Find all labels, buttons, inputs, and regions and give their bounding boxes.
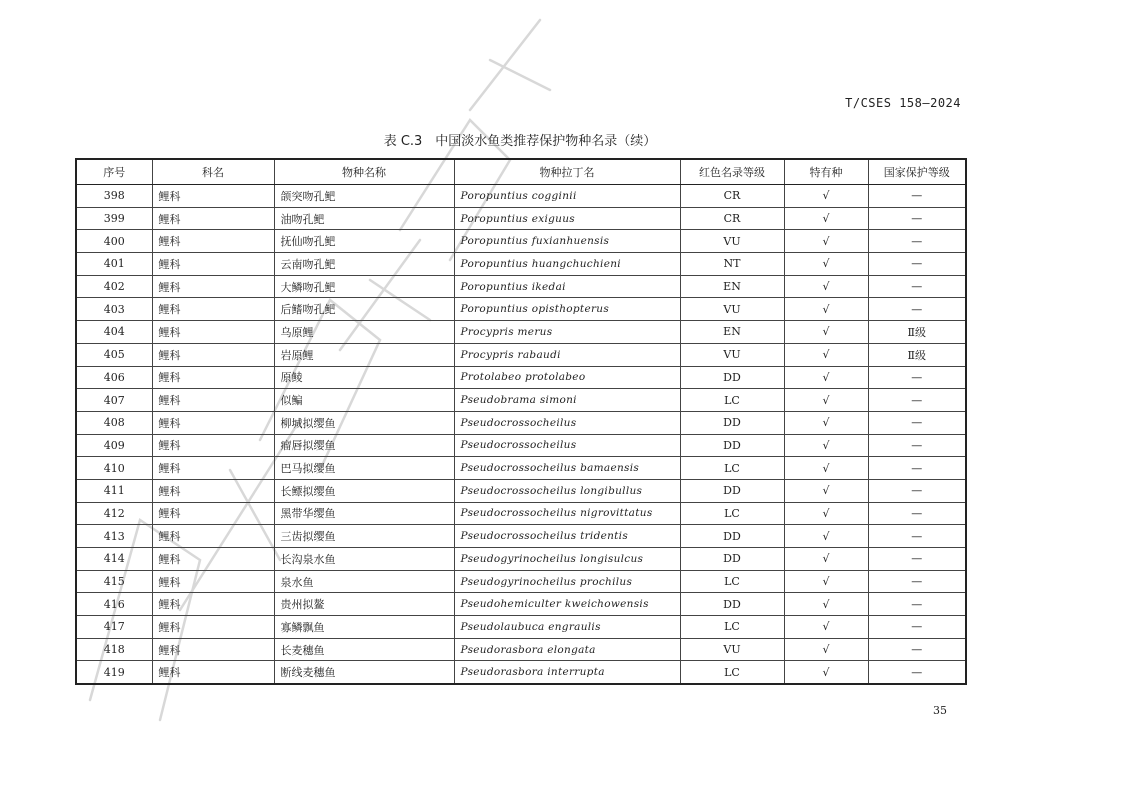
- redlist-cell: EN: [680, 275, 784, 298]
- family-cell: 鲤科: [152, 321, 274, 344]
- redlist-cell: VU: [680, 638, 784, 661]
- family-cell: 鲤科: [152, 207, 274, 230]
- species-name-cell: 贵州拟鳌: [274, 593, 454, 616]
- species-name-cell: 长沟泉水鱼: [274, 548, 454, 571]
- table-row: [76, 298, 966, 321]
- redlist-cell: DD: [680, 411, 784, 434]
- family-cell: 鲤科: [152, 525, 274, 548]
- redlist-cell: DD: [680, 548, 784, 571]
- species-name-cell: 长鳔拟缨鱼: [274, 479, 454, 502]
- endemic-cell: √: [784, 411, 868, 434]
- latin-name-cell: Pseudocrossocheilus nigrovittatus: [454, 502, 680, 525]
- table-row: [76, 253, 966, 276]
- protection-cell: —: [868, 275, 966, 298]
- protection-cell: —: [868, 479, 966, 502]
- species-name-cell: 抚仙吻孔鲃: [274, 230, 454, 253]
- index-cell: 415: [76, 570, 152, 593]
- latin-name-cell: Pseudogyrinocheilus prochilus: [454, 570, 680, 593]
- latin-name-cell: Pseudocrossocheilus: [454, 411, 680, 434]
- endemic-cell: √: [784, 207, 868, 230]
- table-row: [76, 548, 966, 571]
- endemic-cell: √: [784, 616, 868, 639]
- column-header-latin-name: 物种拉丁名: [454, 159, 680, 185]
- latin-name-cell: Pseudorasbora interrupta: [454, 661, 680, 684]
- species-name-cell: 似鳊: [274, 389, 454, 412]
- table-row: [76, 321, 966, 344]
- table-row: [76, 434, 966, 457]
- redlist-cell: DD: [680, 366, 784, 389]
- redlist-cell: DD: [680, 479, 784, 502]
- column-header-endemic: 特有种: [784, 159, 868, 185]
- family-cell: 鲤科: [152, 570, 274, 593]
- endemic-cell: √: [784, 298, 868, 321]
- endemic-cell: √: [784, 525, 868, 548]
- index-cell: 399: [76, 207, 152, 230]
- table-row: [76, 185, 966, 208]
- protection-cell: —: [868, 593, 966, 616]
- table-row: [76, 457, 966, 480]
- protection-cell: —: [868, 661, 966, 684]
- latin-name-cell: Procypris merus: [454, 321, 680, 344]
- latin-name-cell: Poropuntius huangchuchieni: [454, 253, 680, 276]
- protection-cell: —: [868, 230, 966, 253]
- family-cell: 鲤科: [152, 548, 274, 571]
- species-name-cell: 长麦穗鱼: [274, 638, 454, 661]
- family-cell: 鲤科: [152, 343, 274, 366]
- index-cell: 412: [76, 502, 152, 525]
- index-cell: 404: [76, 321, 152, 344]
- index-cell: 402: [76, 275, 152, 298]
- table-row: [76, 638, 966, 661]
- table-row: [76, 366, 966, 389]
- species-name-cell: 巴马拟缨鱼: [274, 457, 454, 480]
- latin-name-cell: Pseudocrossocheilus: [454, 434, 680, 457]
- endemic-cell: √: [784, 185, 868, 208]
- latin-name-cell: Pseudorasbora elongata: [454, 638, 680, 661]
- column-header-family: 科名: [152, 159, 274, 185]
- endemic-cell: √: [784, 230, 868, 253]
- protection-cell: —: [868, 411, 966, 434]
- family-cell: 鲤科: [152, 434, 274, 457]
- latin-name-cell: Pseudohemiculter kweichowensis: [454, 593, 680, 616]
- table-row: [76, 570, 966, 593]
- redlist-cell: LC: [680, 502, 784, 525]
- species-name-cell: 瘤唇拟缨鱼: [274, 434, 454, 457]
- family-cell: 鲤科: [152, 593, 274, 616]
- table-row: [76, 525, 966, 548]
- table-row: [76, 616, 966, 639]
- latin-name-cell: Protolabeo protolabeo: [454, 366, 680, 389]
- index-cell: 411: [76, 479, 152, 502]
- species-name-cell: 大鳞吻孔鲃: [274, 275, 454, 298]
- latin-name-cell: Poropuntius ikedai: [454, 275, 680, 298]
- latin-name-cell: Poropuntius exiguus: [454, 207, 680, 230]
- protection-cell: —: [868, 389, 966, 412]
- latin-name-cell: Pseudocrossocheilus tridentis: [454, 525, 680, 548]
- species-name-cell: 后鳍吻孔鲃: [274, 298, 454, 321]
- endemic-cell: √: [784, 570, 868, 593]
- standard-code: T/CSES 158—2024: [845, 96, 961, 110]
- index-cell: 410: [76, 457, 152, 480]
- species-name-cell: 三齿拟缨鱼: [274, 525, 454, 548]
- index-cell: 400: [76, 230, 152, 253]
- endemic-cell: √: [784, 457, 868, 480]
- protection-cell: —: [868, 185, 966, 208]
- table-row: [76, 230, 966, 253]
- redlist-cell: CR: [680, 207, 784, 230]
- table-row: [76, 411, 966, 434]
- protection-cell: —: [868, 366, 966, 389]
- endemic-cell: √: [784, 366, 868, 389]
- endemic-cell: √: [784, 343, 868, 366]
- family-cell: 鲤科: [152, 479, 274, 502]
- page-number: 35: [933, 704, 947, 717]
- family-cell: 鲤科: [152, 638, 274, 661]
- redlist-cell: DD: [680, 525, 784, 548]
- table-row: [76, 661, 966, 684]
- table-title: 表 C.3 中国淡水鱼类推荐保护物种名录（续）: [383, 134, 657, 149]
- family-cell: 鲤科: [152, 366, 274, 389]
- protection-cell: —: [868, 638, 966, 661]
- species-name-cell: 泉水鱼: [274, 570, 454, 593]
- endemic-cell: √: [784, 661, 868, 684]
- species-name-cell: 云南吻孔鲃: [274, 253, 454, 276]
- family-cell: 鲤科: [152, 230, 274, 253]
- redlist-cell: CR: [680, 185, 784, 208]
- endemic-cell: √: [784, 434, 868, 457]
- column-header-redlist: 红色名录等级: [680, 159, 784, 185]
- index-cell: 405: [76, 343, 152, 366]
- redlist-cell: LC: [680, 616, 784, 639]
- family-cell: 鲤科: [152, 616, 274, 639]
- family-cell: 鲤科: [152, 253, 274, 276]
- redlist-cell: DD: [680, 593, 784, 616]
- index-cell: 401: [76, 253, 152, 276]
- redlist-cell: EN: [680, 321, 784, 344]
- latin-name-cell: Pseudocrossocheilus bamaensis: [454, 457, 680, 480]
- family-cell: 鲤科: [152, 389, 274, 412]
- index-cell: 417: [76, 616, 152, 639]
- species-name-cell: 乌原鲤: [274, 321, 454, 344]
- species-name-cell: 柳城拟缨鱼: [274, 411, 454, 434]
- protection-cell: Ⅱ级: [868, 321, 966, 344]
- endemic-cell: √: [784, 638, 868, 661]
- redlist-cell: VU: [680, 343, 784, 366]
- family-cell: 鲤科: [152, 457, 274, 480]
- species-name-cell: 黑带华缨鱼: [274, 502, 454, 525]
- species-name-cell: 寡鳞飘鱼: [274, 616, 454, 639]
- endemic-cell: √: [784, 275, 868, 298]
- latin-name-cell: Pseudobrama simoni: [454, 389, 680, 412]
- latin-name-cell: Pseudolaubuca engraulis: [454, 616, 680, 639]
- latin-name-cell: Pseudocrossocheilus longibullus: [454, 479, 680, 502]
- species-name-cell: 岩原鲤: [274, 343, 454, 366]
- species-table: [75, 158, 967, 685]
- redlist-cell: DD: [680, 434, 784, 457]
- latin-name-cell: Pseudogyrinocheilus longisulcus: [454, 548, 680, 571]
- species-name-cell: 原鲮: [274, 366, 454, 389]
- protection-cell: —: [868, 434, 966, 457]
- protection-cell: —: [868, 525, 966, 548]
- species-name-cell: 颌突吻孔鲃: [274, 185, 454, 208]
- index-cell: 419: [76, 661, 152, 684]
- endemic-cell: √: [784, 479, 868, 502]
- family-cell: 鲤科: [152, 185, 274, 208]
- endemic-cell: √: [784, 593, 868, 616]
- table-row: [76, 343, 966, 366]
- endemic-cell: √: [784, 321, 868, 344]
- protection-cell: —: [868, 298, 966, 321]
- table-body: [76, 185, 966, 685]
- protection-cell: Ⅱ级: [868, 343, 966, 366]
- redlist-cell: LC: [680, 570, 784, 593]
- table-row: [76, 207, 966, 230]
- protection-cell: —: [868, 570, 966, 593]
- protection-cell: —: [868, 548, 966, 571]
- protection-cell: —: [868, 616, 966, 639]
- redlist-cell: LC: [680, 389, 784, 412]
- redlist-cell: VU: [680, 298, 784, 321]
- table-row: [76, 479, 966, 502]
- latin-name-cell: Procypris rabaudi: [454, 343, 680, 366]
- family-cell: 鲤科: [152, 298, 274, 321]
- protection-cell: —: [868, 253, 966, 276]
- protection-cell: —: [868, 502, 966, 525]
- endemic-cell: √: [784, 389, 868, 412]
- index-cell: 403: [76, 298, 152, 321]
- endemic-cell: √: [784, 253, 868, 276]
- column-header-species-name: 物种名称: [274, 159, 454, 185]
- protection-cell: —: [868, 207, 966, 230]
- latin-name-cell: Poropuntius fuxianhuensis: [454, 230, 680, 253]
- table-row: [76, 389, 966, 412]
- family-cell: 鲤科: [152, 502, 274, 525]
- family-cell: 鲤科: [152, 275, 274, 298]
- table-row: [76, 275, 966, 298]
- index-cell: 407: [76, 389, 152, 412]
- index-cell: 413: [76, 525, 152, 548]
- family-cell: 鲤科: [152, 411, 274, 434]
- index-cell: 398: [76, 185, 152, 208]
- index-cell: 409: [76, 434, 152, 457]
- table-header-row: [76, 159, 966, 185]
- index-cell: 414: [76, 548, 152, 571]
- family-cell: 鲤科: [152, 661, 274, 684]
- endemic-cell: √: [784, 502, 868, 525]
- endemic-cell: √: [784, 548, 868, 571]
- index-cell: 418: [76, 638, 152, 661]
- protection-cell: —: [868, 457, 966, 480]
- index-cell: 408: [76, 411, 152, 434]
- table-row: [76, 593, 966, 616]
- species-name-cell: 油吻孔鲃: [274, 207, 454, 230]
- redlist-cell: NT: [680, 253, 784, 276]
- index-cell: 416: [76, 593, 152, 616]
- index-cell: 406: [76, 366, 152, 389]
- species-name-cell: 断线麦穗鱼: [274, 661, 454, 684]
- table-row: [76, 502, 966, 525]
- latin-name-cell: Poropuntius opisthopterus: [454, 298, 680, 321]
- redlist-cell: VU: [680, 230, 784, 253]
- redlist-cell: LC: [680, 661, 784, 684]
- column-header-protection: 国家保护等级: [868, 159, 966, 185]
- latin-name-cell: Poropuntius cogginii: [454, 185, 680, 208]
- redlist-cell: LC: [680, 457, 784, 480]
- column-header-index: 序号: [76, 159, 152, 185]
